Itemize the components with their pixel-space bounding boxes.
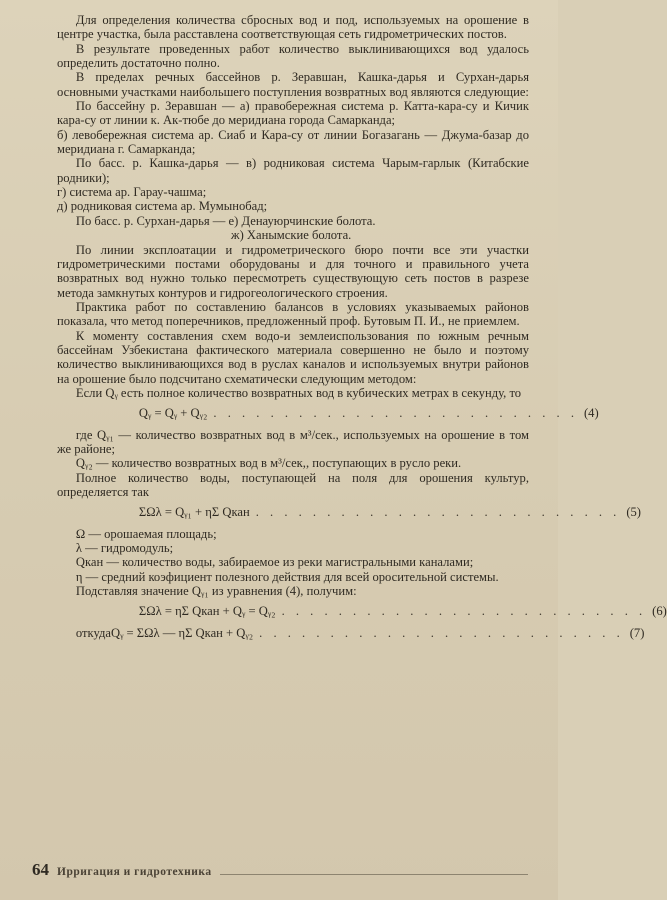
equation-number: (4) (583, 406, 599, 421)
equation-number: (5) (626, 505, 641, 520)
equation-4 (57, 406, 599, 421)
list-item: б) левобережная система ар. Сиаб и Кара-су от линии Богазагань — Джума-базар до меридиана г. Самарканда; (57, 127, 529, 157)
paragraph: Если Qᵧ есть полное количество возвратных вод в кубических метрах в секунду, то (75, 385, 522, 400)
paragraph: Практика работ по составлению балансов в условиях указываемых районов показала, что метод поперечников, предложенный проф. Бутовым П. И., не приемлем. (57, 299, 529, 329)
equation-5 (57, 505, 641, 520)
leader-dots: . . . . . . . . . . . . . . . . . . . . . . . . . . (281, 604, 647, 619)
leader-dots: . . . . . . . . . . . . . . . . . . . . . . . . . . (255, 505, 621, 520)
leader-dots: . . . . . . . . . . . . . . . . . . . . . . . . . . (213, 406, 578, 421)
definition: Ω — орошаемая площадь; (75, 526, 217, 541)
page-number: 64 (32, 860, 49, 879)
list-item: По басс. р. Сурхан-дарья — е) Денауюрчинские болота. (75, 213, 376, 228)
paragraph: К моменту составления схем водо-и землеиспользования по южным речным бассейнам Узбекистана фактического материала совершенно не было и поэтому количество выклинивающихся вод в руслах каналов и используемых внутри районов на орошение было подсчитано схематически следующим методом: (57, 328, 529, 386)
equation-number: (7) (629, 625, 645, 640)
equation-expression: ΣΩλ = Qᵧ₁ + ηΣ Qкан (138, 505, 250, 520)
running-title: Ирригация и гидротехника (57, 866, 212, 878)
equation-expression: Qᵧ = ΣΩλ — ηΣ Qкан + Qᵧ₂ (110, 625, 254, 640)
list-item: ж) Ханымские болота. (230, 228, 352, 243)
equation-number: (6) (652, 604, 667, 619)
equation-6 (57, 604, 667, 619)
definition: где Qᵧ₁ — количество возвратных вод в м³/сек., используемых на орошение в том же районе; (57, 427, 529, 456)
paragraph: Подставляя значение Qᵧ₁ из уравнения (4), получим: (75, 584, 357, 599)
paragraph: Для определения количества сбросных вод и под, используемых на орошение в центре участка, была расставлена соответствующая сеть гидрометрических постов. (57, 13, 529, 42)
equation-7 (57, 625, 645, 640)
list-item: г) система ар. Гарау-чашма; (57, 185, 207, 200)
page-footer (32, 860, 528, 880)
list-item: По басс. р. Кашка-дарья — в) родниковая система Чарым-гарлык (Китабские родники); (57, 156, 529, 185)
list-item: д) родниковая система ар. Мумынобад; (57, 199, 268, 214)
paragraph: Полное количество воды, поступающей на поля для орошения культур, определяется так (57, 470, 529, 499)
leader-dots: . . . . . . . . . . . . . . . . . . . . . . . . . . (259, 625, 624, 640)
paragraph: В пределах речных бассейнов р. Зеравшан, Кашка-дарья и Сурхан-дарья основными участками наибольшего поступления возвратных вод являются следующие: (57, 70, 529, 99)
list-item: По бассейну р. Зеравшан — а) правобережная система р. Катта-кара-су и Кичик кара-су от линии к. Ак-тюбе до меридиана города Самарканда; (57, 99, 529, 128)
equation-expression: ΣΩλ = ηΣ Qкан + Qᵧ = Qᵧ₂ (138, 604, 276, 619)
definition: λ — гидромодуль; (75, 541, 174, 556)
paragraph: По линии эксплоатации и гидрометрического бюро почти все эти участки гидрометрическими постами оборудованы и для точного и правильного учета возвратных вод нужно только пересмотреть существующую сеть постов в разрезе метода замкнутых контуров и гидрогеологического строения. (57, 242, 529, 300)
definition: η — средний коэфициент полезного действия для всей оросительной системы. (75, 569, 499, 584)
equation-lead-word: откуда (75, 625, 111, 640)
body-text (57, 13, 667, 647)
footer-rule (220, 874, 528, 875)
paragraph: В результате проведенных работ количество выклинивающихся вод удалось определить достаточно полно. (57, 41, 529, 71)
definition: Qᵧ₂ — количество возвратных вод в м³/сек,, поступающих в русло реки. (75, 456, 462, 471)
equation-expression: Qᵧ = Qᵧ + Qᵧ₂ (138, 406, 208, 421)
definition: Qкан — количество воды, забираемое из реки магистральными каналами; (75, 555, 474, 570)
